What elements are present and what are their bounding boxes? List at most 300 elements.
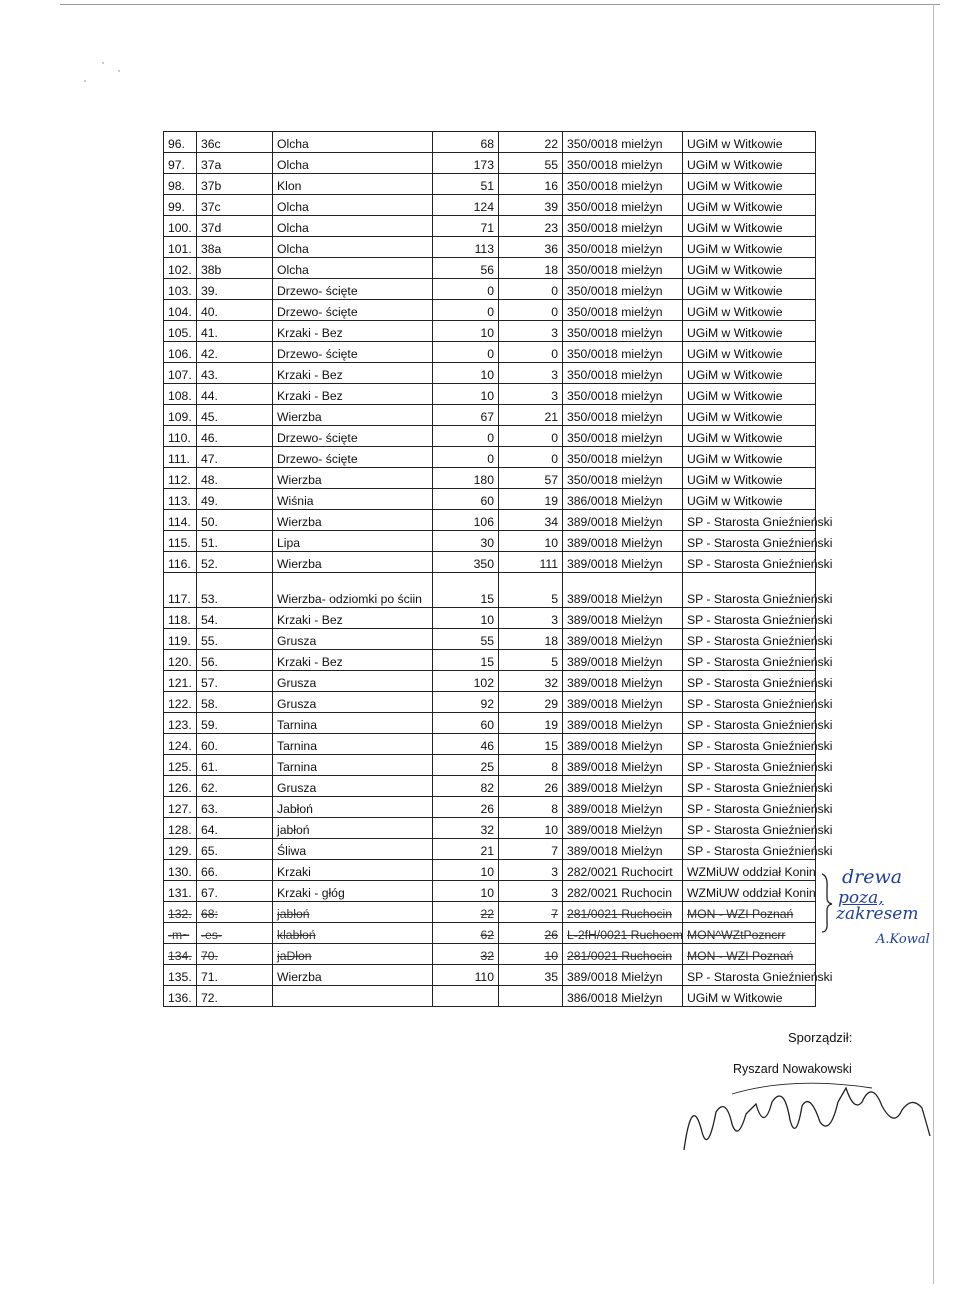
cell-row-number: 121. bbox=[164, 671, 197, 692]
cell-parcel: 389/0018 Mielżyn bbox=[563, 839, 683, 860]
cell-circumference: 10 bbox=[433, 363, 499, 384]
cell-diameter: 5 bbox=[499, 573, 563, 608]
annotation-initials: A.Kowal bbox=[876, 932, 930, 947]
cell-diameter: 26 bbox=[499, 776, 563, 797]
table-row bbox=[164, 237, 816, 258]
cell-circumference: 0 bbox=[433, 447, 499, 468]
cell-parcel: 282/0021 Ruchocin bbox=[563, 881, 683, 902]
cell-parcel: 350/0018 mielżyn bbox=[563, 153, 683, 174]
inventory-table-body bbox=[164, 132, 833, 1007]
cell-tree-id: 47. bbox=[197, 447, 273, 468]
cell-circumference: 21 bbox=[433, 839, 499, 860]
cell-row-number: 96. bbox=[164, 132, 197, 153]
cell-tree-id: 37d bbox=[197, 216, 273, 237]
cell-diameter: 23 bbox=[499, 216, 563, 237]
cell-diameter bbox=[499, 986, 563, 1007]
cell-circumference: 32 bbox=[433, 944, 499, 965]
cell-owner: UGiM w Witkowie bbox=[683, 174, 816, 195]
signer-name: Ryszard Nowakowski bbox=[733, 1062, 852, 1076]
cell-diameter: 15 bbox=[499, 734, 563, 755]
cell-parcel: 389/0018 Mielżyn bbox=[563, 776, 683, 797]
cell-parcel: 350/0018 mielżyn bbox=[563, 447, 683, 468]
cell-diameter: 57 bbox=[499, 468, 563, 489]
cell-diameter: 18 bbox=[499, 258, 563, 279]
cell-owner: UGiM w Witkowie bbox=[683, 258, 816, 279]
cell-parcel: 389/0018 Mielżyn bbox=[563, 650, 683, 671]
table-row bbox=[164, 713, 816, 734]
cell-owner: SP - Starosta Gnieźnieński bbox=[683, 671, 816, 692]
cell-tree-id: 60. bbox=[197, 734, 273, 755]
table-row bbox=[164, 174, 816, 195]
cell-parcel: 350/0018 mielżyn bbox=[563, 426, 683, 447]
cell-parcel: 389/0018 Mielżyn bbox=[563, 552, 683, 573]
cell-circumference: 56 bbox=[433, 258, 499, 279]
cell-row-number: 136. bbox=[164, 986, 197, 1007]
cell-owner: UGiM w Witkowie bbox=[683, 279, 816, 300]
table-row bbox=[164, 195, 816, 216]
cell-circumference: 92 bbox=[433, 692, 499, 713]
cell-row-number: 109. bbox=[164, 405, 197, 426]
cell-parcel: 350/0018 mielżyn bbox=[563, 174, 683, 195]
cell-diameter: 0 bbox=[499, 279, 563, 300]
cell-diameter: 10 bbox=[499, 531, 563, 552]
cell-circumference: 0 bbox=[433, 426, 499, 447]
cell-species: Olcha bbox=[273, 237, 433, 258]
cell-tree-id: 39. bbox=[197, 279, 273, 300]
cell-diameter: 3 bbox=[499, 860, 563, 881]
page-edge-top bbox=[60, 4, 940, 5]
cell-circumference: 15 bbox=[433, 573, 499, 608]
cell-tree-id: 64. bbox=[197, 818, 273, 839]
cell-species: Wiśnia bbox=[273, 489, 433, 510]
cell-parcel: 350/0018 mielżyn bbox=[563, 468, 683, 489]
scan-speck bbox=[102, 62, 104, 64]
cell-parcel: 350/0018 mielżyn bbox=[563, 342, 683, 363]
table-row bbox=[164, 552, 816, 573]
cell-parcel: 350/0018 mielżyn bbox=[563, 258, 683, 279]
table-row bbox=[164, 692, 816, 713]
table-row bbox=[164, 860, 816, 881]
cell-tree-id: 55. bbox=[197, 629, 273, 650]
cell-owner: UGiM w Witkowie bbox=[683, 300, 816, 321]
cell-owner: UGiM w Witkowie bbox=[683, 447, 816, 468]
cell-owner: SP - Starosta Gnieźnieński bbox=[683, 713, 816, 734]
table-row bbox=[164, 573, 816, 608]
cell-circumference: 62 bbox=[433, 923, 499, 944]
cell-parcel: 350/0018 mielżyn bbox=[563, 279, 683, 300]
cell-diameter: 39 bbox=[499, 195, 563, 216]
cell-tree-id: 45. bbox=[197, 405, 273, 426]
cell-diameter: 8 bbox=[499, 797, 563, 818]
cell-row-number: 130. bbox=[164, 860, 197, 881]
cell-species: Drzewo- ścięte bbox=[273, 300, 433, 321]
cell-species: Krzaki - Bez bbox=[273, 608, 433, 629]
cell-circumference: 0 bbox=[433, 300, 499, 321]
cell-row-number: 119. bbox=[164, 629, 197, 650]
cell-tree-id: 53. bbox=[197, 573, 273, 608]
cell-owner: SP - Starosta Gnieźnieński bbox=[683, 608, 816, 629]
cell-diameter: 0 bbox=[499, 426, 563, 447]
cell-owner: WZMiUW oddział Konin bbox=[683, 860, 816, 881]
table-row bbox=[164, 629, 816, 650]
cell-species: Krzaki - Bez bbox=[273, 321, 433, 342]
table-row bbox=[164, 986, 816, 1007]
table-row bbox=[164, 342, 816, 363]
table-row bbox=[164, 818, 816, 839]
cell-circumference: 22 bbox=[433, 902, 499, 923]
cell-diameter: 3 bbox=[499, 608, 563, 629]
cell-parcel: 386/0018 Mielżyn bbox=[563, 986, 683, 1007]
cell-row-number: 97. bbox=[164, 153, 197, 174]
cell-tree-id: 63. bbox=[197, 797, 273, 818]
cell-parcel: 389/0018 Mielżyn bbox=[563, 755, 683, 776]
cell-circumference: 60 bbox=[433, 713, 499, 734]
cell-row-number: 114. bbox=[164, 510, 197, 531]
cell-tree-id: 68: bbox=[197, 902, 273, 923]
cell-circumference: 10 bbox=[433, 881, 499, 902]
table-row bbox=[164, 755, 816, 776]
cell-row-number: 128. bbox=[164, 818, 197, 839]
cell-owner: SP - Starosta Gnieźnieński bbox=[683, 629, 816, 650]
cell-tree-id: 72. bbox=[197, 986, 273, 1007]
cell-owner: UGiM w Witkowie bbox=[683, 363, 816, 384]
cell-row-number: 99. bbox=[164, 195, 197, 216]
cell-parcel: 389/0018 Mielżyn bbox=[563, 629, 683, 650]
table-row bbox=[164, 258, 816, 279]
cell-owner: UGiM w Witkowie bbox=[683, 342, 816, 363]
cell-diameter: 16 bbox=[499, 174, 563, 195]
cell-circumference: 82 bbox=[433, 776, 499, 797]
cell-tree-id: 42. bbox=[197, 342, 273, 363]
cell-row-number: 122. bbox=[164, 692, 197, 713]
cell-row-number: 111. bbox=[164, 447, 197, 468]
cell-circumference: 10 bbox=[433, 860, 499, 881]
cell-tree-id: 71. bbox=[197, 965, 273, 986]
cell-tree-id: 40. bbox=[197, 300, 273, 321]
cell-parcel: 350/0018 mielżyn bbox=[563, 300, 683, 321]
cell-species: Krzaki - Bez bbox=[273, 650, 433, 671]
cell-tree-id: 67. bbox=[197, 881, 273, 902]
cell-circumference: 30 bbox=[433, 531, 499, 552]
cell-row-number: 105. bbox=[164, 321, 197, 342]
cell-species: Tarnina bbox=[273, 755, 433, 776]
cell-species: Olcha bbox=[273, 195, 433, 216]
cell-circumference: 10 bbox=[433, 321, 499, 342]
cell-tree-id: 50. bbox=[197, 510, 273, 531]
cell-species: Lipa bbox=[273, 531, 433, 552]
cell-species: Grusza bbox=[273, 692, 433, 713]
cell-parcel: 350/0018 mielżyn bbox=[563, 132, 683, 153]
cell-species: Drzewo- ścięte bbox=[273, 426, 433, 447]
cell-species: Wierzba bbox=[273, 510, 433, 531]
table-row bbox=[164, 902, 816, 923]
cell-row-number: 101. bbox=[164, 237, 197, 258]
annotation-line-1: drewa bbox=[842, 866, 903, 888]
cell-diameter: 7 bbox=[499, 902, 563, 923]
cell-owner: UGiM w Witkowie bbox=[683, 195, 816, 216]
table-row bbox=[164, 384, 816, 405]
cell-parcel: 282/0021 Ruchocirt bbox=[563, 860, 683, 881]
table-row bbox=[164, 881, 816, 902]
cell-parcel: 350/0018 mielżyn bbox=[563, 195, 683, 216]
cell-row-number: 112. bbox=[164, 468, 197, 489]
cell-diameter: 32 bbox=[499, 671, 563, 692]
cell-diameter: 0 bbox=[499, 342, 563, 363]
cell-tree-id: 62. bbox=[197, 776, 273, 797]
cell-owner: UGiM w Witkowie bbox=[683, 489, 816, 510]
table-row bbox=[164, 797, 816, 818]
table-row bbox=[164, 216, 816, 237]
cell-diameter: 0 bbox=[499, 447, 563, 468]
cell-owner: UGiM w Witkowie bbox=[683, 468, 816, 489]
cell-parcel: L-2fH/0021 Ruchoem bbox=[563, 923, 683, 944]
cell-row-number: 108. bbox=[164, 384, 197, 405]
cell-row-number: 127. bbox=[164, 797, 197, 818]
prepared-by-label: Sporządził: bbox=[788, 1030, 853, 1045]
cell-tree-id: 59. bbox=[197, 713, 273, 734]
cell-species: Olcha bbox=[273, 258, 433, 279]
cell-row-number: 123. bbox=[164, 713, 197, 734]
cell-species: Wierzba bbox=[273, 552, 433, 573]
table-row bbox=[164, 608, 816, 629]
scan-speck bbox=[84, 80, 86, 82]
table-row bbox=[164, 405, 816, 426]
cell-diameter: 3 bbox=[499, 881, 563, 902]
cell-species: Grusza bbox=[273, 776, 433, 797]
table-row bbox=[164, 468, 816, 489]
table-row bbox=[164, 510, 816, 531]
cell-diameter: 3 bbox=[499, 384, 563, 405]
cell-parcel: 386/0018 Mielżyn bbox=[563, 489, 683, 510]
cell-diameter: 8 bbox=[499, 755, 563, 776]
cell-circumference: 46 bbox=[433, 734, 499, 755]
cell-tree-id: -es- bbox=[197, 923, 273, 944]
cell-tree-id: 46. bbox=[197, 426, 273, 447]
handwritten-annotation bbox=[818, 862, 952, 962]
cell-species: Drzewo- ścięte bbox=[273, 342, 433, 363]
cell-circumference: 15 bbox=[433, 650, 499, 671]
cell-diameter: 21 bbox=[499, 405, 563, 426]
cell-circumference: 10 bbox=[433, 608, 499, 629]
cell-owner: SP - Starosta Gnieźnieński bbox=[683, 552, 816, 573]
cell-circumference: 106 bbox=[433, 510, 499, 531]
cell-diameter: 34 bbox=[499, 510, 563, 531]
cell-circumference: 124 bbox=[433, 195, 499, 216]
cell-owner: WZMiUW oddział Konin bbox=[683, 881, 816, 902]
cell-tree-id: 65. bbox=[197, 839, 273, 860]
cell-parcel: 389/0018 Mielżyn bbox=[563, 573, 683, 608]
cell-diameter: 26 bbox=[499, 923, 563, 944]
cell-species: Olcha bbox=[273, 132, 433, 153]
cell-circumference: 173 bbox=[433, 153, 499, 174]
cell-row-number: 124. bbox=[164, 734, 197, 755]
cell-species: Klon bbox=[273, 174, 433, 195]
cell-species: jaDłon bbox=[273, 944, 433, 965]
cell-circumference: 68 bbox=[433, 132, 499, 153]
cell-owner: SP - Starosta Gnieźnieński bbox=[683, 965, 816, 986]
cell-owner: SP - Starosta Gnieźnieński bbox=[683, 573, 816, 608]
cell-diameter: 22 bbox=[499, 132, 563, 153]
cell-parcel: 350/0018 mielżyn bbox=[563, 237, 683, 258]
cell-circumference: 55 bbox=[433, 629, 499, 650]
cell-owner: SP - Starosta Gnieźnieński bbox=[683, 776, 816, 797]
cell-species: Wierzba bbox=[273, 405, 433, 426]
cell-tree-id: 43. bbox=[197, 363, 273, 384]
cell-parcel: 350/0018 mielżyn bbox=[563, 363, 683, 384]
cell-tree-id: 36c bbox=[197, 132, 273, 153]
cell-species: Krzaki bbox=[273, 860, 433, 881]
cell-circumference: 0 bbox=[433, 342, 499, 363]
cell-diameter: 36 bbox=[499, 237, 563, 258]
cell-parcel: 350/0018 mielżyn bbox=[563, 405, 683, 426]
cell-row-number: -m~ bbox=[164, 923, 197, 944]
inventory-table bbox=[163, 131, 833, 1007]
table-row bbox=[164, 363, 816, 384]
cell-parcel: 389/0018 Mielżyn bbox=[563, 692, 683, 713]
table-row bbox=[164, 321, 816, 342]
cell-tree-id: 41. bbox=[197, 321, 273, 342]
cell-diameter: 18 bbox=[499, 629, 563, 650]
cell-row-number: 118. bbox=[164, 608, 197, 629]
cell-owner: UGiM w Witkowie bbox=[683, 426, 816, 447]
cell-diameter: 7 bbox=[499, 839, 563, 860]
cell-owner: SP - Starosta Gnieźnieński bbox=[683, 797, 816, 818]
cell-row-number: 113. bbox=[164, 489, 197, 510]
table-row bbox=[164, 776, 816, 797]
cell-tree-id: 44. bbox=[197, 384, 273, 405]
cell-tree-id: 57. bbox=[197, 671, 273, 692]
cell-species: Krzaki - Bez bbox=[273, 363, 433, 384]
cell-species: Drzewo- ścięte bbox=[273, 279, 433, 300]
cell-owner: UGiM w Witkowie bbox=[683, 321, 816, 342]
cell-tree-id: 54. bbox=[197, 608, 273, 629]
cell-species: Grusza bbox=[273, 671, 433, 692]
table-row bbox=[164, 944, 816, 965]
cell-owner: SP - Starosta Gnieźnieński bbox=[683, 510, 816, 531]
table-row bbox=[164, 132, 816, 153]
cell-species: Jabłoń bbox=[273, 797, 433, 818]
cell-species: jabłoń bbox=[273, 818, 433, 839]
cell-circumference: 113 bbox=[433, 237, 499, 258]
cell-parcel: 281/0021 Ruchocin bbox=[563, 944, 683, 965]
cell-species: Drzewo- ścięte bbox=[273, 447, 433, 468]
cell-row-number: 107. bbox=[164, 363, 197, 384]
table-row bbox=[164, 489, 816, 510]
cell-species: Tarnina bbox=[273, 734, 433, 755]
table-row bbox=[164, 923, 816, 944]
cell-diameter: 5 bbox=[499, 650, 563, 671]
cell-circumference: 102 bbox=[433, 671, 499, 692]
cell-tree-id: 51. bbox=[197, 531, 273, 552]
cell-parcel: 389/0018 Mielżyn bbox=[563, 734, 683, 755]
cell-circumference: 60 bbox=[433, 489, 499, 510]
cell-row-number: 106. bbox=[164, 342, 197, 363]
cell-parcel: 389/0018 Mielżyn bbox=[563, 671, 683, 692]
cell-circumference: 67 bbox=[433, 405, 499, 426]
cell-parcel: 389/0018 Mielżyn bbox=[563, 608, 683, 629]
cell-row-number: 102. bbox=[164, 258, 197, 279]
annotation-line-2: poza, bbox=[838, 888, 884, 908]
cell-parcel: 389/0018 Mielżyn bbox=[563, 510, 683, 531]
table-row bbox=[164, 426, 816, 447]
cell-diameter: 111 bbox=[499, 552, 563, 573]
cell-diameter: 35 bbox=[499, 965, 563, 986]
table-row bbox=[164, 671, 816, 692]
cell-tree-id: 38b bbox=[197, 258, 273, 279]
table-row bbox=[164, 447, 816, 468]
cell-species: Olcha bbox=[273, 216, 433, 237]
cell-species bbox=[273, 986, 433, 1007]
cell-parcel: 281/0021 Ruchocin bbox=[563, 902, 683, 923]
cell-species: Grusza bbox=[273, 629, 433, 650]
cell-owner: SP - Starosta Gnieźnieński bbox=[683, 755, 816, 776]
cell-row-number: 103. bbox=[164, 279, 197, 300]
cell-species: Wierzba- odziomki po ściin bbox=[273, 573, 433, 608]
cell-tree-id: 48. bbox=[197, 468, 273, 489]
cell-tree-id: 61. bbox=[197, 755, 273, 776]
cell-tree-id: 49. bbox=[197, 489, 273, 510]
cell-circumference: 180 bbox=[433, 468, 499, 489]
cell-tree-id: 52. bbox=[197, 552, 273, 573]
cell-species: Wierzba bbox=[273, 965, 433, 986]
cell-row-number: 110. bbox=[164, 426, 197, 447]
cell-circumference: 0 bbox=[433, 279, 499, 300]
cell-row-number: 125. bbox=[164, 755, 197, 776]
cell-owner: MON - WZI Poznań bbox=[683, 944, 816, 965]
table-row bbox=[164, 300, 816, 321]
cell-circumference: 10 bbox=[433, 384, 499, 405]
table-row bbox=[164, 153, 816, 174]
cell-row-number: 135. bbox=[164, 965, 197, 986]
cell-owner: UGiM w Witkowie bbox=[683, 384, 816, 405]
cell-row-number: 116. bbox=[164, 552, 197, 573]
cell-diameter: 19 bbox=[499, 489, 563, 510]
cell-species: Tarnina bbox=[273, 713, 433, 734]
signature-image bbox=[672, 1062, 942, 1162]
cell-owner: SP - Starosta Gnieźnieński bbox=[683, 531, 816, 552]
table-row bbox=[164, 650, 816, 671]
cell-tree-id: 58. bbox=[197, 692, 273, 713]
cell-diameter: 10 bbox=[499, 818, 563, 839]
cell-owner: UGiM w Witkowie bbox=[683, 405, 816, 426]
cell-tree-id: 56. bbox=[197, 650, 273, 671]
cell-owner: UGiM w Witkowie bbox=[683, 216, 816, 237]
cell-diameter: 10 bbox=[499, 944, 563, 965]
cell-owner: SP - Starosta Gnieźnieński bbox=[683, 650, 816, 671]
cell-circumference: 110 bbox=[433, 965, 499, 986]
cell-species: Olcha bbox=[273, 153, 433, 174]
cell-owner: SP - Starosta Gnieźnieński bbox=[683, 818, 816, 839]
cell-diameter: 19 bbox=[499, 713, 563, 734]
cell-row-number: 115. bbox=[164, 531, 197, 552]
cell-circumference bbox=[433, 986, 499, 1007]
cell-tree-id: 37a bbox=[197, 153, 273, 174]
cell-owner: SP - Starosta Gnieźnieński bbox=[683, 692, 816, 713]
cell-diameter: 3 bbox=[499, 363, 563, 384]
cell-diameter: 3 bbox=[499, 321, 563, 342]
cell-circumference: 26 bbox=[433, 797, 499, 818]
scan-speck bbox=[118, 70, 120, 72]
cell-parcel: 350/0018 mielżyn bbox=[563, 384, 683, 405]
table-row bbox=[164, 734, 816, 755]
cell-owner: SP - Starosta Gnieźnieński bbox=[683, 839, 816, 860]
cell-species: Wierzba bbox=[273, 468, 433, 489]
cell-owner: MON - WZI Poznań bbox=[683, 902, 816, 923]
table-row bbox=[164, 839, 816, 860]
cell-tree-id: 37b bbox=[197, 174, 273, 195]
cell-owner: UGiM w Witkowie bbox=[683, 237, 816, 258]
cell-row-number: 131. bbox=[164, 881, 197, 902]
